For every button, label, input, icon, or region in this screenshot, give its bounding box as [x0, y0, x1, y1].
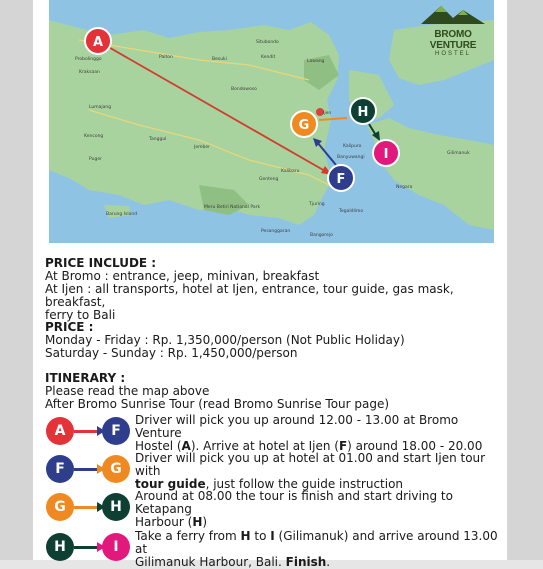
marker-a	[85, 28, 111, 54]
price-include-section	[45, 257, 505, 322]
right-margin	[507, 0, 543, 560]
place-label: Puger	[89, 157, 102, 162]
place-label: Kraksaan	[79, 70, 100, 75]
marker-h-label: H	[357, 105, 369, 120]
marker-a-label: A	[92, 35, 104, 50]
step-line: Hostel (A). Arrive at hotel at Ijen (F) around 18.00 - 20.00	[135, 439, 483, 453]
place-label: Lumajang	[89, 105, 112, 110]
marker-i	[373, 140, 399, 166]
step-line: Take a ferry from H to I (Gilimanuk) and arrive around 13.00 at	[135, 529, 498, 556]
place-label: Negara	[396, 185, 413, 190]
price-include-ijen: At Ijen : all transports, hotel at Ijen, entrance, tour guide, gas mask, breakfast,	[45, 282, 454, 309]
step-marker-f: F	[102, 417, 130, 445]
place-label: Kalibaru	[281, 169, 300, 174]
step-line: Driver will pick you up at hotel at 01.00 and start Ijen tour with	[135, 451, 486, 478]
step-marker-h: H	[46, 533, 74, 561]
place-label: Situbondo	[256, 40, 279, 45]
step-marker-g: G	[102, 455, 130, 483]
place-label: Probolinggo	[75, 57, 102, 62]
step-marker-a: A	[46, 417, 74, 445]
itinerary-section	[45, 372, 505, 411]
place-label: Ijen	[323, 111, 332, 116]
price-title: PRICE :	[45, 320, 94, 334]
place-label: Kencong	[84, 134, 104, 139]
mountain-logo-icon	[419, 2, 487, 24]
place-label: Bangorejo	[310, 233, 333, 238]
step-description	[135, 530, 505, 569]
place-label: Jember	[194, 145, 210, 150]
step-description	[135, 490, 505, 529]
marker-g	[291, 111, 317, 137]
place-label: Gilimanuk	[447, 151, 470, 156]
bromo-venture-logo	[418, 2, 488, 57]
price-weekend: Saturday - Sunday : Rp. 1,450,000/person	[45, 346, 298, 360]
step-line: tour guide, just follow the guide instruction	[135, 477, 404, 491]
itinerary-intro-2: After Bromo Sunrise Tour (read Bromo Sunrise Tour page)	[45, 397, 390, 411]
step-arrow	[74, 468, 98, 471]
price-include-ijen-cont: ferry to Bali	[45, 308, 116, 322]
itinerary-step-a-f	[45, 413, 505, 453]
route-map	[49, 0, 494, 243]
step-arrow	[74, 506, 98, 509]
left-margin	[0, 0, 33, 560]
price-section	[45, 321, 505, 360]
place-label: Kalipuro	[343, 144, 362, 149]
step-marker-i: I	[102, 533, 130, 561]
marker-i-label: I	[383, 147, 389, 162]
place-label: Tegaldlimo	[339, 209, 364, 214]
place-label: Banyuwangi	[337, 155, 365, 160]
place-label: Lawang	[307, 59, 325, 64]
logo-title: BROMO VENTURE	[429, 29, 477, 51]
place-label: Bondowoso	[231, 87, 257, 92]
bali-land	[367, 118, 494, 230]
step-arrow	[74, 430, 98, 433]
step-line: Gilimanuk Harbour, Bali. Finish.	[135, 555, 331, 569]
place-label: Barung Island	[106, 212, 138, 217]
itinerary-step-g-h	[45, 489, 505, 529]
step-description	[135, 414, 505, 453]
marker-f-label: F	[336, 172, 346, 187]
step-marker-h: H	[102, 493, 130, 521]
marker-h	[350, 98, 376, 124]
place-label: Tjuring	[309, 202, 325, 207]
place-label: Paiton	[159, 55, 173, 60]
price-include-bromo: At Bromo : entrance, jeep, minivan, breakfast	[45, 269, 320, 283]
step-line: Harbour (H)	[135, 515, 208, 529]
itinerary-step-h-i	[45, 529, 505, 569]
marker-g-label: G	[298, 118, 310, 133]
itinerary-step-f-g	[45, 451, 505, 491]
place-label: Genteng	[259, 177, 279, 182]
place-label: Kendit	[261, 55, 276, 60]
logo-subtitle: HOSTEL	[434, 51, 471, 57]
itinerary-intro: Please read the map above	[45, 384, 210, 398]
price-weekday: Monday - Friday : Rp. 1,350,000/person (Not Public Holiday)	[45, 333, 405, 347]
step-line: Around at 08.00 the tour is finish and start driving to Ketapang	[135, 489, 453, 516]
step-marker-g: G	[46, 493, 74, 521]
marker-f	[328, 165, 354, 191]
place-label: Besuki	[212, 57, 227, 62]
step-arrow	[74, 546, 98, 549]
place-label: Pesanggaran	[261, 229, 291, 234]
step-line: Driver will pick you up around 12.00 - 13.00 at Bromo Venture	[135, 413, 459, 440]
itinerary-title: ITINERARY :	[45, 371, 126, 385]
place-label: Tanggul	[149, 137, 167, 142]
place-label: Meru Betiri National Park	[204, 205, 261, 210]
price-include-title: PRICE INCLUDE :	[45, 256, 157, 270]
step-description	[135, 452, 505, 491]
step-marker-f: F	[46, 455, 74, 483]
